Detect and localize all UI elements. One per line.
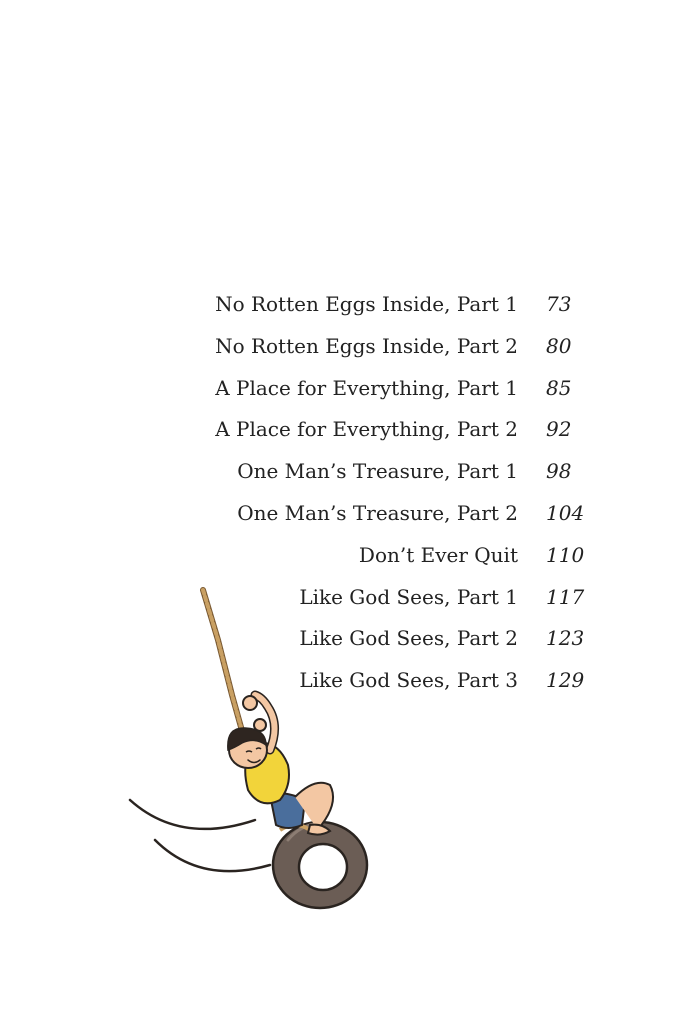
toc-entry[interactable]	[0, 409, 673, 451]
toc-entry-page: 98	[546, 459, 572, 484]
toc-entry-title: Like God Sees, Part 3	[299, 668, 518, 693]
motion-line	[130, 800, 255, 829]
toc-entry-title: A Place for Everything, Part 2	[215, 417, 518, 442]
toc-entry-title: No Rotten Eggs Inside, Part 2	[215, 333, 518, 358]
toc-entry[interactable]	[0, 284, 673, 326]
toc-entry[interactable]	[0, 326, 673, 368]
toc-entry-title: Don’t Ever Quit	[358, 542, 518, 567]
toc-entry-page: 117	[546, 584, 585, 609]
toc-entry[interactable]	[0, 451, 673, 493]
toc-entry-page: 123	[546, 626, 585, 651]
toc-entry-page: 73	[546, 292, 572, 316]
toc-entry-page: 80	[546, 333, 572, 358]
toc-entry-page: 129	[546, 668, 585, 693]
toc-entry-page: 110	[546, 542, 585, 567]
toc-entry-page: 104	[546, 500, 585, 525]
toc-entry[interactable]	[0, 493, 673, 535]
hand	[243, 696, 257, 710]
toc-entry-page: 92	[546, 417, 572, 442]
toc-entry-title: One Man’s Treasure, Part 2	[237, 500, 518, 525]
toc-entry-title: A Place for Everything, Part 1	[215, 375, 518, 400]
toc-entry-title: Like God Sees, Part 2	[299, 626, 518, 651]
toc-entry-title: No Rotten Eggs Inside, Part 1	[215, 292, 518, 316]
toc-entry[interactable]	[0, 535, 673, 577]
toc-entry-title: One Man’s Treasure, Part 1	[237, 459, 518, 484]
motion-line	[155, 840, 270, 871]
toc-entry[interactable]	[0, 368, 673, 410]
toc-entry-title: Like God Sees, Part 1	[299, 584, 518, 609]
toc-entry-page: 85	[546, 375, 572, 400]
boy-on-tire-swing-illustration	[120, 585, 390, 925]
tire-hole	[299, 844, 347, 890]
